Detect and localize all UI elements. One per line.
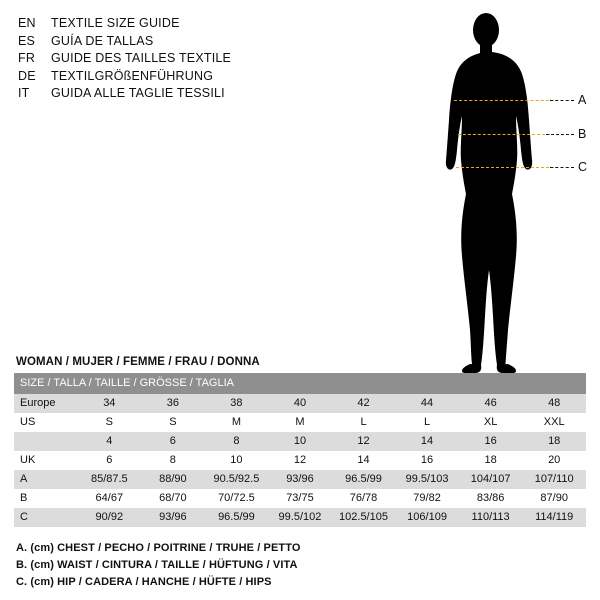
- cell: 76/78: [332, 489, 396, 508]
- cell: 87/90: [522, 489, 586, 508]
- table-row: [14, 394, 586, 413]
- cell: 99.5/103: [395, 470, 459, 489]
- cell: 6: [78, 451, 142, 470]
- cell: 93/96: [141, 508, 205, 527]
- cell: L: [395, 413, 459, 432]
- title-row-es: [18, 34, 348, 52]
- row-label: A: [14, 470, 78, 489]
- title-text-de: TEXTILGRÖßENFÜHRUNG: [51, 68, 214, 83]
- cell: 70/72.5: [205, 489, 269, 508]
- cell: 93/96: [268, 470, 332, 489]
- table-header-row: [14, 373, 586, 394]
- row-label: US: [14, 413, 78, 432]
- cell: XXL: [522, 413, 586, 432]
- table-row: [14, 432, 586, 451]
- cell: 42: [332, 394, 396, 413]
- cell: 18: [459, 451, 523, 470]
- row-label: B: [14, 489, 78, 508]
- language-code-it: IT: [18, 86, 30, 100]
- title-block: [18, 16, 348, 104]
- cell: 110/113: [459, 508, 523, 527]
- cell: 99.5/102: [268, 508, 332, 527]
- measurement-line-c: [456, 167, 554, 168]
- measurement-line-c-ext: [550, 167, 574, 168]
- row-label: [14, 432, 78, 451]
- size-table: [14, 373, 586, 527]
- title-row-de: [18, 69, 348, 87]
- table-row: [14, 470, 586, 489]
- cell: 12: [268, 451, 332, 470]
- legend-block: [16, 540, 576, 591]
- cell: L: [332, 413, 396, 432]
- cell: 90/92: [78, 508, 142, 527]
- cell: 85/87.5: [78, 470, 142, 489]
- cell: 48: [522, 394, 586, 413]
- cell: 96.5/99: [205, 508, 269, 527]
- language-code-de: DE: [18, 68, 36, 83]
- legend-row-b: B. (cm) WAIST / CINTURA / TAILLE / HÜFTUNG / VITA: [16, 559, 298, 571]
- measurement-label-a: A: [578, 93, 587, 107]
- cell: 20: [522, 451, 586, 470]
- cell: 38: [205, 394, 269, 413]
- table-row: [14, 489, 586, 508]
- cell: 68/70: [141, 489, 205, 508]
- cell: 8: [141, 451, 205, 470]
- cell: 8: [205, 432, 269, 451]
- cell: 88/90: [141, 470, 205, 489]
- cell: 14: [395, 432, 459, 451]
- cell: 6: [141, 432, 205, 451]
- cell: 90.5/92.5: [205, 470, 269, 489]
- body-silhouette-figure: [400, 8, 600, 378]
- row-label: Europe: [14, 394, 78, 413]
- cell: S: [141, 413, 205, 432]
- language-code-en: EN: [18, 16, 36, 30]
- title-text-es: GUÍA DE TALLAS: [51, 33, 154, 48]
- language-code-es: ES: [18, 33, 36, 48]
- cell: 36: [141, 394, 205, 413]
- cell: 83/86: [459, 489, 523, 508]
- cell: 79/82: [395, 489, 459, 508]
- measurement-line-b: [458, 134, 550, 135]
- measurement-line-a: [454, 100, 554, 101]
- cell: 16: [395, 451, 459, 470]
- cell: 34: [78, 394, 142, 413]
- cell: M: [205, 413, 269, 432]
- cell: 107/110: [522, 470, 586, 489]
- legend-row-c: C. (cm) HIP / CADERA / HANCHE / HÜFTE / HIPS: [16, 576, 272, 588]
- title-row-en: [18, 16, 348, 34]
- row-label: C: [14, 508, 78, 527]
- cell: 96.5/99: [332, 470, 396, 489]
- size-table-section: [14, 356, 586, 527]
- measurement-line-a-ext: [550, 100, 574, 101]
- language-code-fr: FR: [18, 51, 36, 65]
- cell: 46: [459, 394, 523, 413]
- cell: 106/109: [395, 508, 459, 527]
- title-row-it: [18, 86, 348, 104]
- table-row: [14, 413, 586, 432]
- cell: 114/119: [522, 508, 586, 527]
- table-header-label: SIZE / TALLA / TAILLE / GRÖSSE / TAGLIA: [14, 373, 586, 394]
- measurement-label-b: B: [578, 127, 587, 141]
- table-row: [14, 508, 586, 527]
- cell: 10: [268, 432, 332, 451]
- measurement-label-c: C: [578, 160, 588, 174]
- cell: 10: [205, 451, 269, 470]
- cell: 4: [78, 432, 142, 451]
- title-row-fr: [18, 51, 348, 69]
- legend-row-a: A. (cm) CHEST / PECHO / POITRINE / TRUHE / PETTO: [16, 542, 301, 554]
- cell: 12: [332, 432, 396, 451]
- female-silhouette-icon: [400, 8, 600, 378]
- table-row: [14, 451, 586, 470]
- title-text-fr: GUIDE DES TAILLES TEXTILE: [51, 51, 232, 65]
- measurement-line-b-ext: [546, 134, 574, 135]
- cell: M: [268, 413, 332, 432]
- title-text-it: GUIDA ALLE TAGLIE TESSILI: [51, 86, 225, 100]
- cell: 40: [268, 394, 332, 413]
- row-label: UK: [14, 451, 78, 470]
- table-caption: WOMAN / MUJER / FEMME / FRAU / DONNA: [16, 356, 260, 368]
- cell: 44: [395, 394, 459, 413]
- cell: S: [78, 413, 142, 432]
- cell: 16: [459, 432, 523, 451]
- cell: 104/107: [459, 470, 523, 489]
- cell: XL: [459, 413, 523, 432]
- cell: 14: [332, 451, 396, 470]
- title-text-en: TEXTILE SIZE GUIDE: [51, 16, 180, 30]
- cell: 102.5/105: [332, 508, 396, 527]
- cell: 18: [522, 432, 586, 451]
- cell: 64/67: [78, 489, 142, 508]
- cell: 73/75: [268, 489, 332, 508]
